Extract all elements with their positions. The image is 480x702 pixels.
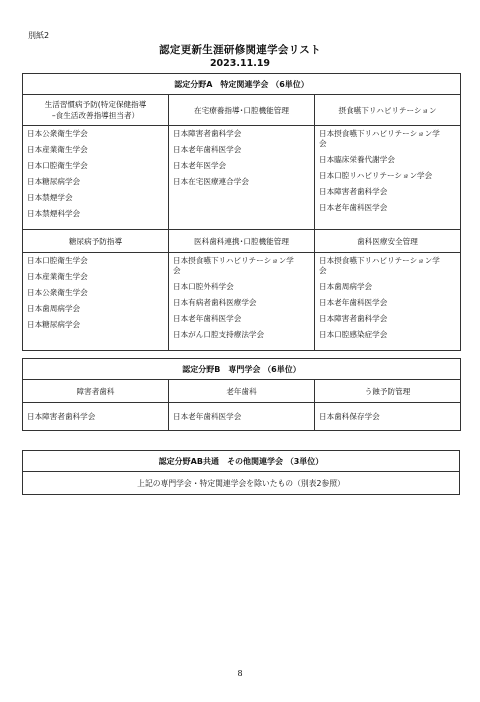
list-item: 日本老年歯科医学会 xyxy=(173,145,242,154)
page-number: 8 xyxy=(237,669,243,678)
column-header: 医科歯科連携･口腔機能管理 xyxy=(169,230,315,253)
page-title: 認定更新生涯研修関連学会リスト xyxy=(159,44,321,56)
list-item: 日本老年歯科医学会 xyxy=(173,314,242,323)
list-item: 日本臨床栄養代謝学会 xyxy=(319,155,395,164)
list-item: 日本歯周病学会 xyxy=(27,304,81,313)
list-item: 日本禁煙科学会 xyxy=(27,209,81,218)
society-list xyxy=(23,253,169,351)
section-ab-note: 上記の専門学会・特定関連学会を除いたもの（別表2参照） xyxy=(23,472,460,495)
society-list xyxy=(169,126,315,230)
list-item: 日本歯周病学会 xyxy=(319,282,373,291)
list-item: 日本障害者歯科学会 xyxy=(173,129,242,138)
list-item: 日本老年歯科医学会 xyxy=(319,298,388,307)
list-item: 日本摂食嚥下リハビリテーション学 会 xyxy=(173,256,294,275)
list-item: 日本摂食嚥下リハビリテーション学 会 xyxy=(319,129,440,148)
column-header: 在宅療養指導･口腔機能管理 xyxy=(169,95,315,126)
list-item: 日本歯科保存学会 xyxy=(319,412,380,421)
section-a-heading: 認定分野A 特定関連学会 （6単位） xyxy=(23,74,461,95)
annex-label: 別紙2 xyxy=(28,31,50,40)
list-item: 日本口腔感染症学会 xyxy=(319,330,388,339)
list-item: 日本糖尿病学会 xyxy=(27,177,81,186)
list-item: 日本公衆衛生学会 xyxy=(27,288,88,297)
list-item: 日本在宅医療連合学会 xyxy=(173,177,249,186)
list-item: 日本公衆衛生学会 xyxy=(27,129,88,138)
list-item: 日本障害者歯科学会 xyxy=(319,187,388,196)
list-item: 日本老年医学会 xyxy=(173,161,227,170)
society-list xyxy=(169,403,315,431)
section-b-table xyxy=(22,358,461,431)
list-item: 日本摂食嚥下リハビリテーション学 会 xyxy=(319,256,440,275)
section-ab-heading: 認定分野AB共通 その他関連学会 （3単位） xyxy=(23,451,460,472)
list-item: 日本口腔衛生学会 xyxy=(27,161,88,170)
list-item: 日本がん口腔支持療法学会 xyxy=(173,330,265,339)
society-list xyxy=(23,126,169,230)
column-header: 摂食嚥下リハビリテーション xyxy=(315,95,461,126)
column-header: 老年歯科 xyxy=(169,380,315,403)
society-list xyxy=(169,253,315,351)
list-item: 日本糖尿病学会 xyxy=(27,320,81,329)
list-item: 日本産業衛生学会 xyxy=(27,272,88,281)
list-item: 日本産業衛生学会 xyxy=(27,145,88,154)
list-item: 日本口腔リハビリテーション学会 xyxy=(319,171,433,180)
section-ab-table xyxy=(22,450,460,495)
list-item: 日本口腔外科学会 xyxy=(173,282,234,291)
list-item: 日本障害者歯科学会 xyxy=(319,314,388,323)
list-item: 日本老年歯科医学会 xyxy=(173,412,242,421)
document-date: 2023.11.19 xyxy=(209,58,271,69)
column-header: 生活習慣病予防(特定保健指導 –食生活改善指導担当者） xyxy=(23,95,169,126)
column-header: う蝕予防管理 xyxy=(315,380,461,403)
society-list xyxy=(315,403,461,431)
column-header: 歯科医療安全管理 xyxy=(315,230,461,253)
society-list xyxy=(23,403,169,431)
column-header: 障害者歯科 xyxy=(23,380,169,403)
list-item: 日本老年歯科医学会 xyxy=(319,203,388,212)
society-list xyxy=(315,253,461,351)
list-item: 日本障害者歯科学会 xyxy=(27,412,96,421)
society-list xyxy=(315,126,461,230)
list-item: 日本禁煙学会 xyxy=(27,193,73,202)
section-a-table xyxy=(22,73,461,351)
section-b-heading: 認定分野B 専門学会 （6単位） xyxy=(23,359,461,380)
list-item: 日本口腔衛生学会 xyxy=(27,256,88,265)
list-item: 日本有病者歯科医療学会 xyxy=(173,298,257,307)
column-header: 糖尿病予防指導 xyxy=(23,230,169,253)
